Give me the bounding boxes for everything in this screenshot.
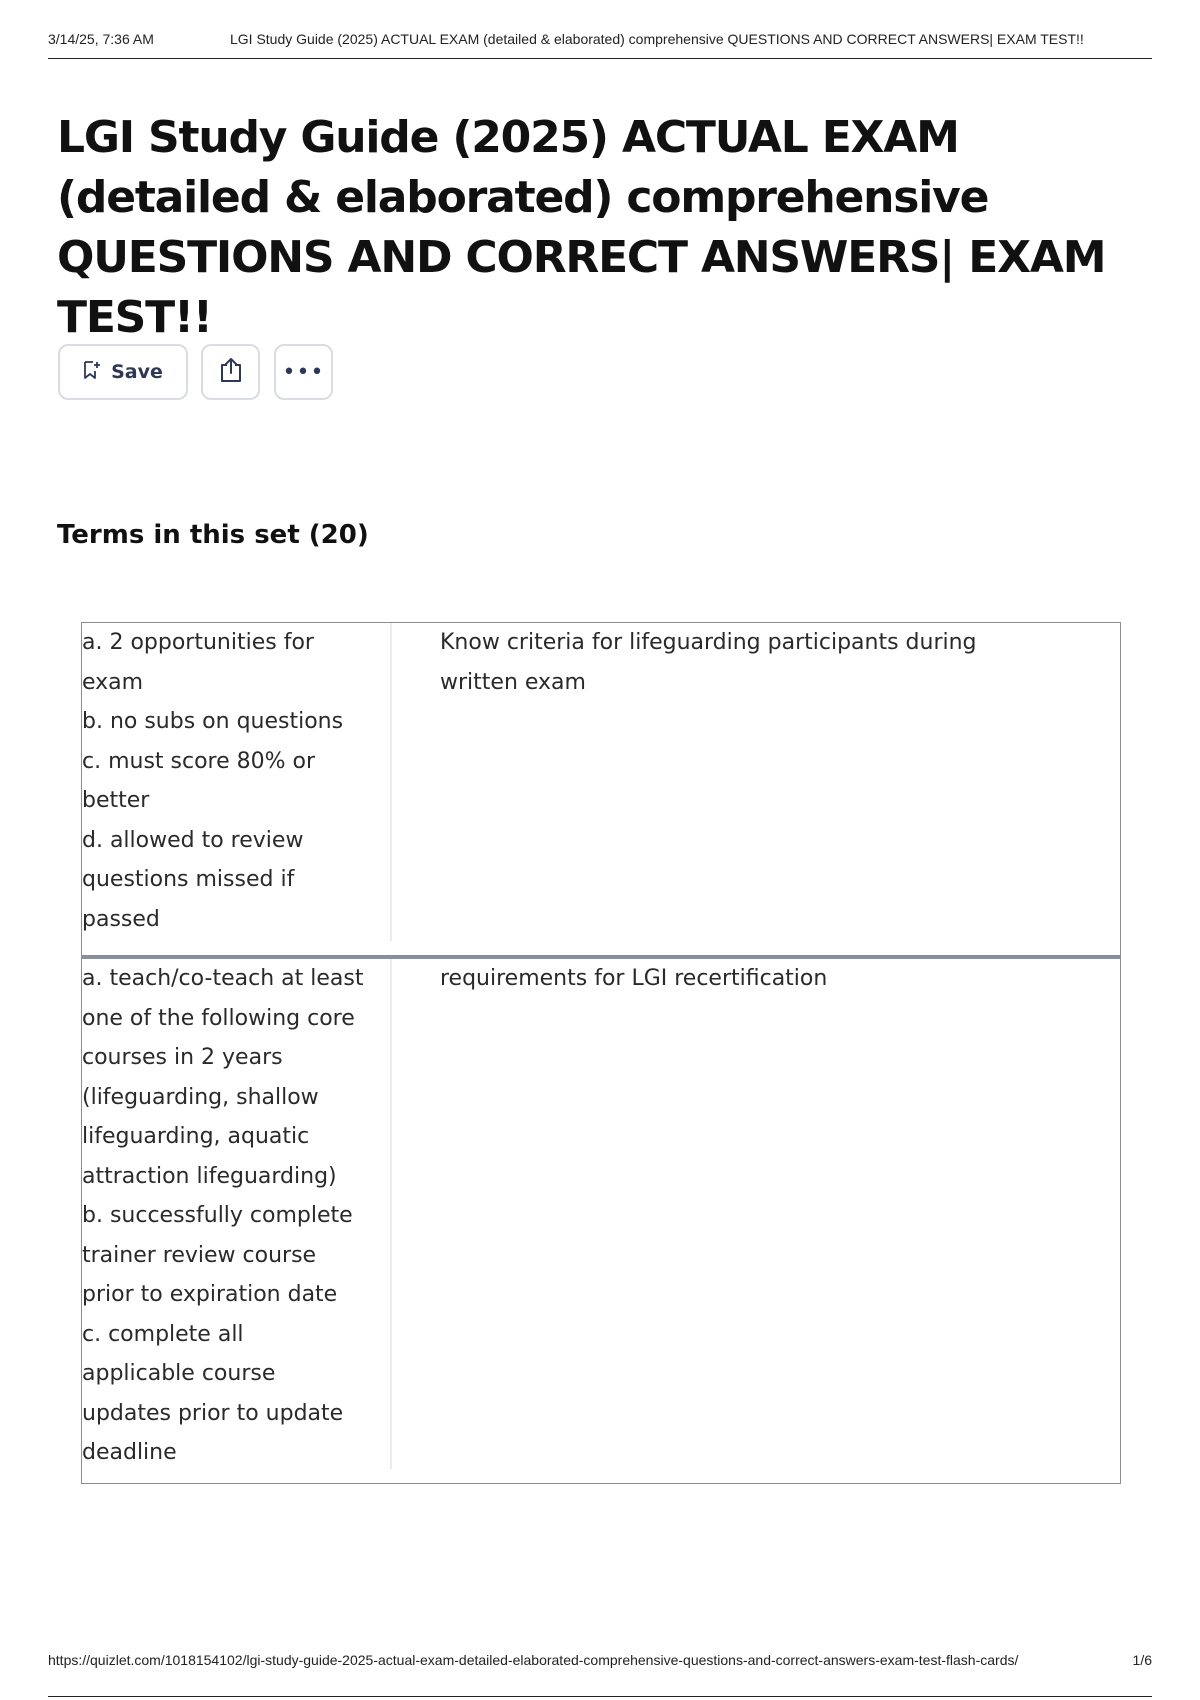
bookmark-add-icon bbox=[83, 360, 101, 385]
save-button-label: Save bbox=[111, 361, 163, 383]
save-button[interactable] bbox=[58, 344, 188, 400]
term-text: a. teach/co-teach at least one of the following core courses in 2 years (lifeguarding, shallow lifeguarding, aquatic attraction lifeguarding) b. successfully complete trainer review course prior to expiration date c. complete all applicable course updates prior to update deadline bbox=[82, 959, 392, 1469]
term-text: a. 2 opportunities for exam b. no subs on questions c. must score 80% or better d. allowed to review questions missed if passed bbox=[82, 623, 392, 941]
print-datetime: 3/14/25, 7:36 AM bbox=[48, 31, 154, 47]
share-icon bbox=[218, 356, 244, 388]
page-title: LGI Study Guide (2025) ACTUAL EXAM (detailed & elaborated) comprehensive QUESTIONS AND CORRECT ANSWERS| EXAM TEST!! bbox=[57, 112, 1106, 343]
print-header bbox=[48, 28, 1152, 59]
definition-text: requirements for LGI recertification bbox=[440, 966, 828, 991]
print-footer bbox=[48, 1652, 1152, 1698]
definition-text: Know criteria for lifeguarding participants during written exam bbox=[440, 630, 977, 695]
term-row bbox=[81, 622, 1121, 956]
more-options-button[interactable] bbox=[274, 344, 333, 400]
terms-heading: Terms in this set (20) bbox=[57, 520, 369, 550]
footer-divider bbox=[48, 1696, 1152, 1697]
terms-table bbox=[81, 622, 1121, 1484]
term-row bbox=[81, 956, 1121, 1484]
more-options-icon: ••• bbox=[282, 359, 325, 385]
print-url: https://quizlet.com/1018154102/lgi-study-guide-2025-actual-exam-detailed-elaborated-comprehensive-questions-and-correct-answers-exam-test-flash-cards/ bbox=[48, 1652, 1019, 1668]
page-number: 1/6 bbox=[1132, 1652, 1152, 1668]
print-page-title: LGI Study Guide (2025) ACTUAL EXAM (detailed & elaborated) comprehensive QUESTIONS AND CORRECT ANSWERS| EXAM TEST!! bbox=[230, 31, 1084, 47]
share-button[interactable] bbox=[201, 344, 260, 400]
